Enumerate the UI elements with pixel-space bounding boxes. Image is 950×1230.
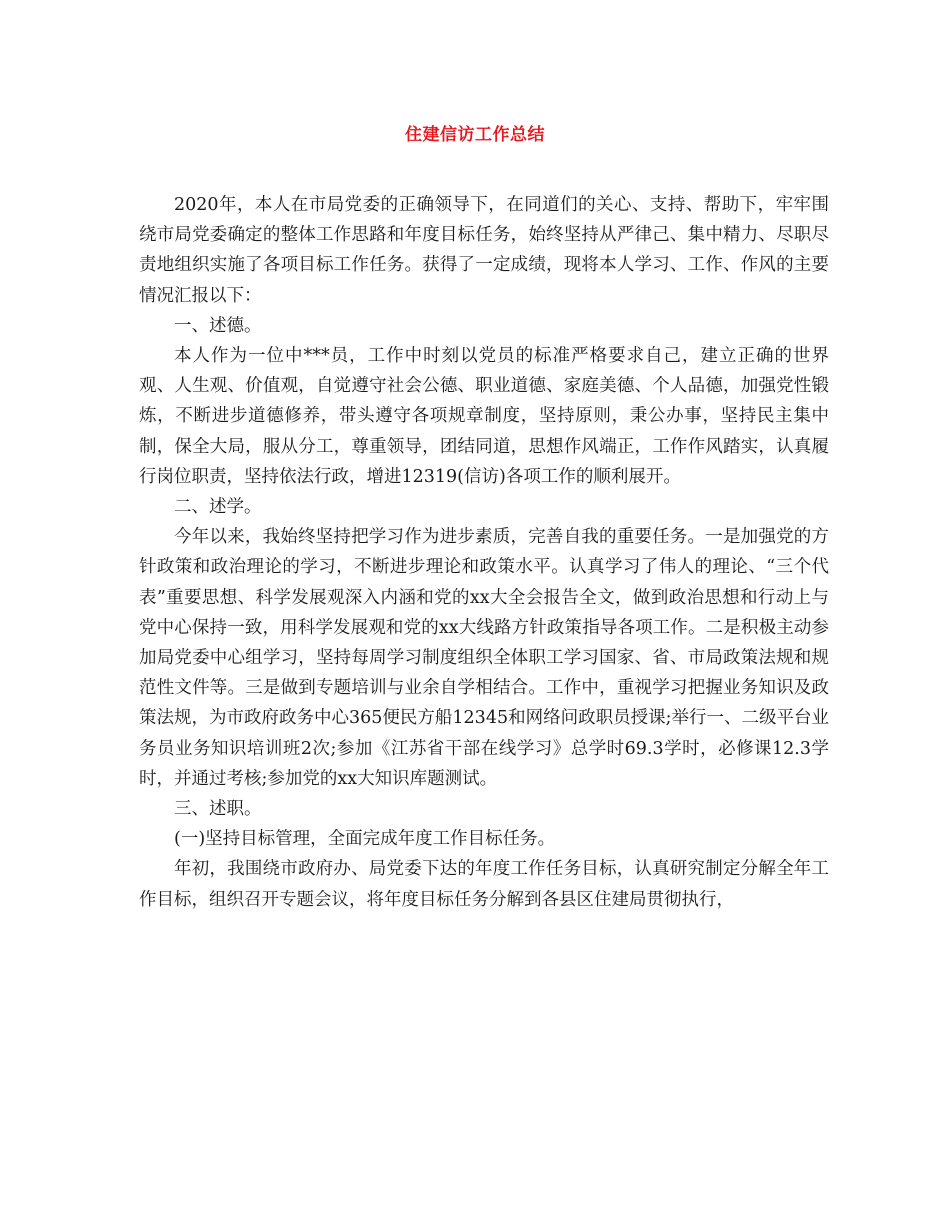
- duty-paragraph: 年初，我围绕市政府办、局党委下达的年度工作任务目标，认真研究制定分解全年工作目标，组织召开专题会议，将年度目标任务分解到各县区住建局贯彻执行，: [139, 859, 829, 910]
- duty-subheading: (一)坚持目标管理，全面完成年度工作目标任务。: [174, 829, 556, 850]
- study-paragraph: 今年以来，我始终坚持把学习作为进步素质，完善自我的重要任务。一是加强党的方针政策和政治理论的学习，不断进步理论和政策水平。认真学习了伟人的理论、“三个代表”重要思想、科学发展观深入内涵和党的xx大全会报告全文，做到政治思想和行动上与党中心保持一致，用科学发展观和党的xx大线路方针政策指导各项工作。二是积极主动参加局党委中心组学习，坚持每周学习制度组织全体职工学习国家、省、市局政策法规和规范性文件等。三是做到专题培训与业余自学相结合。工作中，重视学习把握业务知识及政策法规，为市政府政务中心365便民方船12345和网络问政职员授课;举行一、二级平台业务员业务知识培训班2次;参加《江苏省干部在线学习》总学时69.3学时，必修课12.3学时，并通过考核;参加党的xx大知识库题测试。: [139, 527, 829, 789]
- section-heading-study: 二、述学。: [174, 497, 262, 518]
- document-title: 住建信访工作总结: [405, 125, 545, 145]
- section-heading-morality: 一、述德。: [174, 315, 262, 336]
- morality-paragraph: 本人作为一位中***员，工作中时刻以党员的标准严格要求自己，建立正确的世界观、人生观、价值观，自觉遵守社会公德、职业道德、家庭美德、个人品德，加强党性锻炼，不断进步道德修养，带头遵守各项规章制度，坚持原则，秉公办事，坚持民主集中制，保全大局，服从分工，尊重领导，团结同道，思想作风端正，工作作风踏实，认真履行岗位职责，坚持依法行政，增进12319(信访)各项工作的顺利展开。: [139, 346, 829, 487]
- document-body: [139, 190, 829, 915]
- section-heading-duty: 三、述职。: [174, 799, 262, 820]
- intro-paragraph: 2020年，本人在市局党委的正确领导下，在同道们的关心、支持、帮助下，牢牢围绕市局党委确定的整体工作思路和年度目标任务，始终坚持从严律己、集中精力、尽职尽责地组织实施了各项目标工作任务。获得了一定成绩，现将本人学习、工作、作风的主要情况汇报以下：: [139, 195, 829, 306]
